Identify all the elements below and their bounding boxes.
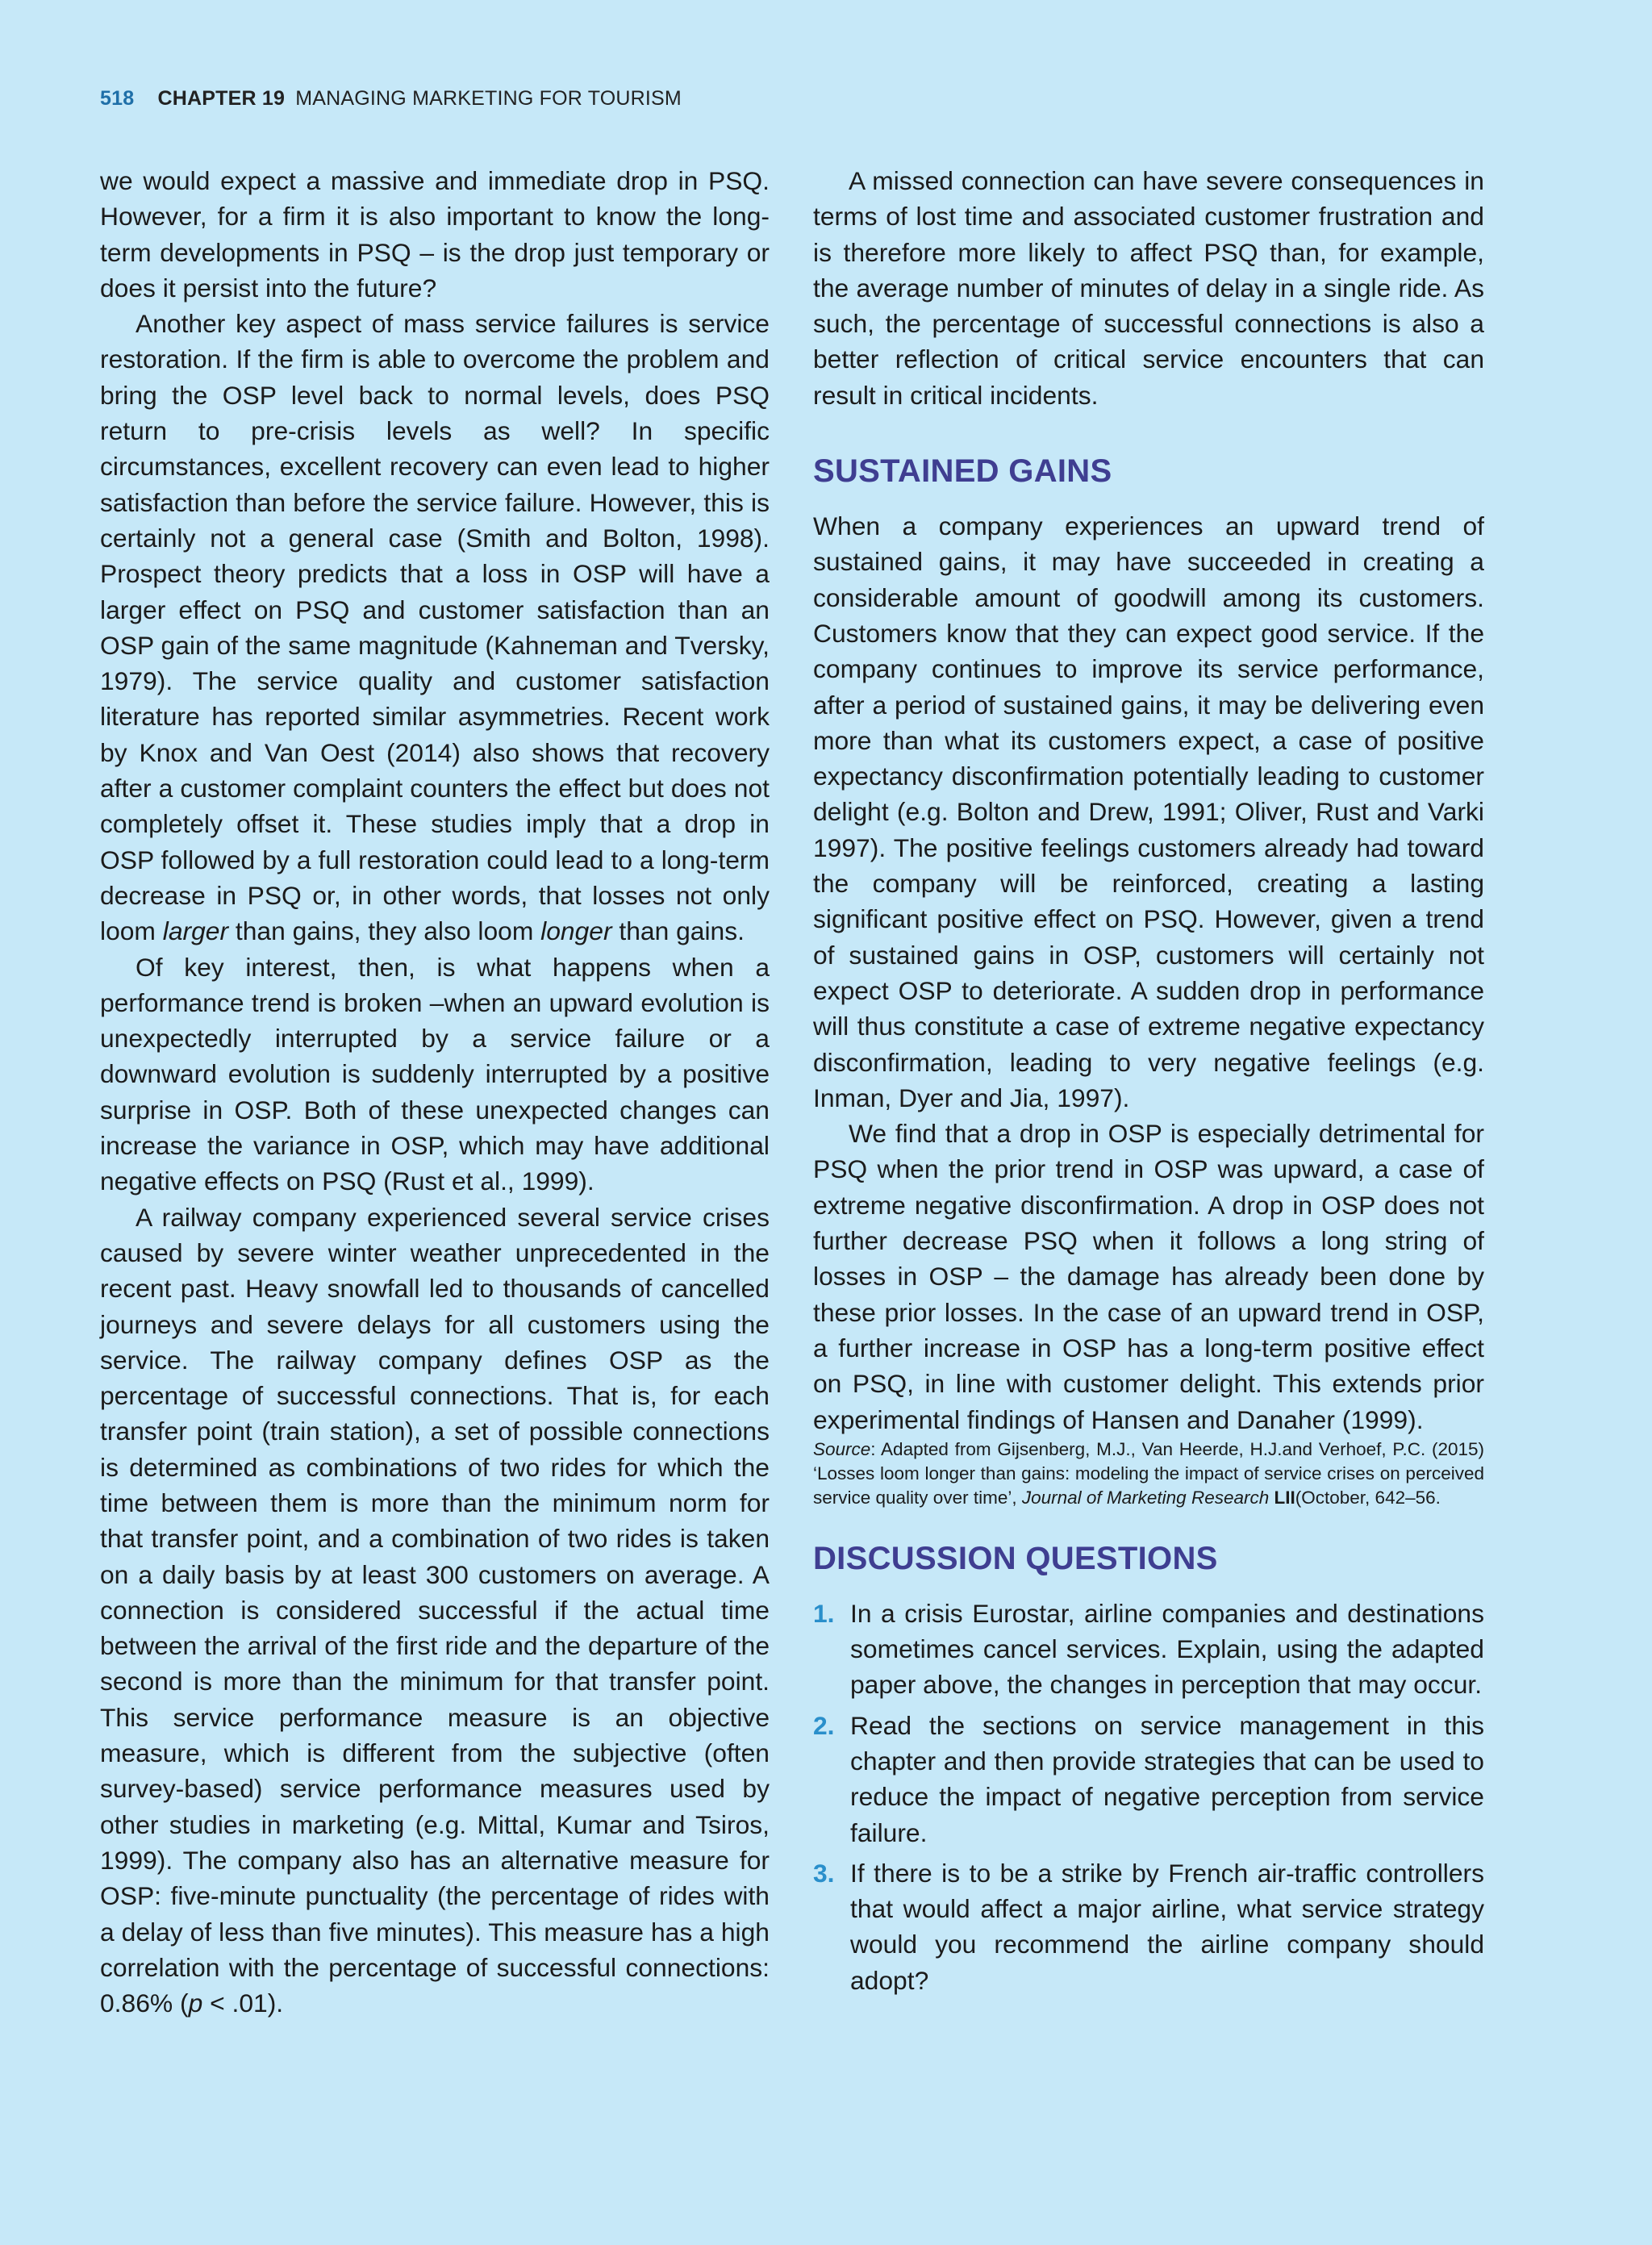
journal-volume: LII xyxy=(1274,1487,1295,1508)
text-run: Another key aspect of mass service failures is service restoration. If the firm is able to overcome the problem and bring the OSP level back to normal levels, does PSQ return to pre-crisis levels as well? In specific circumstances, excellent recovery can even lead to higher satisfaction than before the service failure. However, this is certainly not a general case (Smith and Bolton, 1998). Prospect theory predicts that a loss in OSP will have a larger effect on PSQ and customer satisfaction than an OSP gain of the same magnitude (Kahneman and Tversky, 1979). The service quality and customer satisfaction literature has reported similar asymmetries. Recent work by Knox and Van Oest (2014) also shows that recovery after a customer complaint counters the effect but does not completely offset it. These studies imply that a drop in OSP followed by a full restoration could lead to a long-term decrease in PSQ or, in other words, that losses not only loom xyxy=(100,309,770,946)
chapter-label: CHAPTER 19 xyxy=(157,87,286,110)
text-run: < .01). xyxy=(202,1988,284,2018)
section-heading-sustained-gains: SUSTAINED GAINS xyxy=(813,453,1112,490)
paragraph: When a company experiences an upward trend of sustained gains, it may have succeeded in creating a considerable amount of goodwill among its customers. Customers know that they can expect good service. If the company continues to improve its service performance, after a period of sustained gains, it may be delivering even more than what its customers expect, a case of positive expectancy disconfirmation potentially leading to customer delight (e.g. Bolton and Drew, 1991; Oliver, Rust and Varki 1997). The positive feelings customers already had toward the company will be reinforced, creating a lasting significant positive effect on PSQ. However, given a trend of sustained gains in OSP, customers will certainly not expect OSP to deteriorate. A sudden drop in performance will thus constitute a case of extreme negative expectancy disconfirmation, leading to very negative feelings (e.g. Inman, Dyer and Jia, 1997). xyxy=(813,511,1484,1112)
text-run: than gains. xyxy=(611,916,745,946)
question-text: In a crisis Eurostar, airline companies and destinations sometimes cancel services. Explain, using the adapted paper above, the changes in perception that may occur. xyxy=(850,1598,1484,1700)
question-number: 3. xyxy=(813,1858,835,1888)
question-number: 2. xyxy=(813,1710,835,1740)
paragraph: we would expect a massive and immediate drop in PSQ. However, for a firm it is also important to know the long-term developments in PSQ – is the drop just temporary or does it persist into the future? xyxy=(100,166,770,303)
page-number: 518 xyxy=(100,87,135,110)
question-list xyxy=(813,1596,1484,1998)
emphasis: larger xyxy=(162,916,229,946)
list-item xyxy=(813,1708,1484,1851)
emphasis: longer xyxy=(540,916,612,946)
question-text: Read the sections on service management in this chapter and then provide strategies that can be used to reduce the impact of negative perception from service failure. xyxy=(850,1710,1484,1847)
paragraph xyxy=(100,1200,770,2022)
chapter-title: MANAGING MARKETING FOR TOURISM xyxy=(295,87,682,110)
question-number: 1. xyxy=(813,1598,835,1628)
text-run: A railway company experienced several service crises caused by severe winter weather unprecedented in the recent past. Heavy snowfall led to thousands of cancelled journeys and severe delays for all customers using the service. The railway company defines OSP as the percentage of successful connections. That is, for each transfer point (train station), a set of possible connections is determined as combinations of two rides for which the time between them is more than the minimum norm for that transfer point, and a combination of two rides is taken on a daily basis by at least 300 customers on average. A connection is considered successful if the actual time between the arrival of the first ride and the departure of the second is more than the minimum for that transfer point. This service performance measure is an objective measure, which is different from the subjective (often survey-based) service performance measures used by other studies in marketing (e.g. Mittal, Kumar and Tsiros, 1999). The company also has an alternative measure for OSP: five-minute punctuality (the percentage of rides with a delay of less than five minutes). This measure has a high correlation with the percentage of successful connections: 0.86% ( xyxy=(100,1202,770,2018)
text-run: : Adapted from Gijsenberg, M.J., Van Heerde, H.J.and Verhoef, P.C. (2015) ‘Losses loom longer than gains: modeling the impact of service crises on perceived service quality over time’, xyxy=(813,1438,1484,1508)
source-citation xyxy=(813,1438,1484,1510)
emphasis: p xyxy=(188,1988,203,2018)
source-label: Source xyxy=(813,1438,871,1459)
text-run: than gains, they also loom xyxy=(228,916,541,946)
right-column xyxy=(813,163,1484,2003)
journal-title: Journal of Marketing Research xyxy=(1021,1487,1270,1508)
paragraph: Of key interest, then, is what happens when a performance trend is broken –when an upward evolution is unexpectedly interrupted by a service failure or a downward evolution is suddenly interrupted by a positive surprise in OSP. Both of these unexpected changes can increase the variance in OSP, which may have additional negative effects on PSQ (Rust et al., 1999). xyxy=(100,952,770,1196)
paragraph: We find that a drop in OSP is especially detrimental for PSQ when the prior trend in OSP was upward, a case of extreme negative disconfirmation. A drop in OSP does not further decrease PSQ when it follows a long string of losses in OSP – the damage has already been done by these prior losses. In the case of an upward trend in OSP, a further increase in OSP has a long-term positive effect on PSQ, in line with customer delight. This extends prior experimental findings of Hansen and Danaher (1999). xyxy=(813,1119,1484,1434)
paragraph: A missed connection can have severe consequences in terms of lost time and associated customer frustration and is therefore more likely to affect PSQ than, for example, the average number of minutes of delay in a single ride. As such, the percentage of successful connections is also a better reflection of critical service encounters that can result in critical incidents. xyxy=(813,166,1484,410)
section-heading-discussion-questions: DISCUSSION QUESTIONS xyxy=(813,1540,1218,1576)
text-run: (October, 642–56. xyxy=(1295,1487,1441,1508)
question-text: If there is to be a strike by French air-traffic controllers that would affect a major airline, what service strategy would you recommend the airline company should adopt? xyxy=(850,1858,1484,1995)
list-item xyxy=(813,1855,1484,1998)
running-header xyxy=(100,87,682,111)
paragraph xyxy=(100,306,770,949)
list-item xyxy=(813,1596,1484,1703)
left-column xyxy=(100,163,770,2021)
